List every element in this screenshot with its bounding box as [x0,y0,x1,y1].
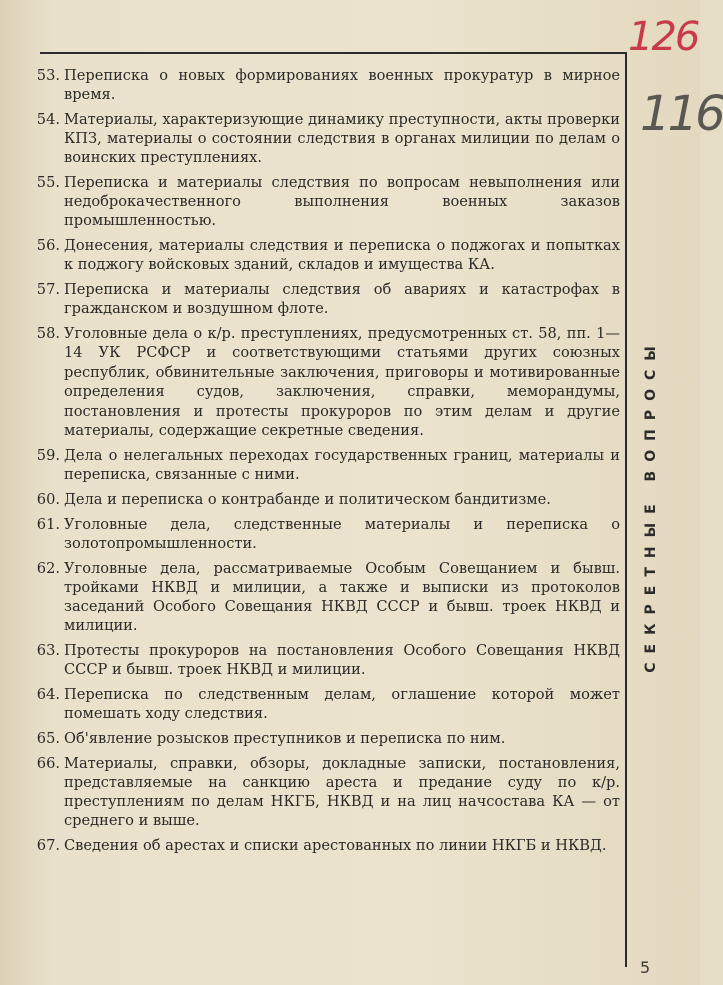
list-item [20,685,620,723]
side-label-container [628,285,674,725]
sheet-mark: 116 [640,86,723,142]
list-item [20,490,620,509]
item-text: Донесения, материалы следствия и переписка о поджогах и попытках к поджогу войсковых зданий, складов и имущества КА. [64,237,620,273]
list-item [20,110,620,167]
list-item [20,559,620,635]
top-rule [40,52,625,54]
list-item [20,515,620,553]
item-number: 56. [36,237,60,254]
side-label: СЕКРЕТНЫЕ ВОПРОСЫ [643,337,660,673]
item-number: 54. [36,111,60,128]
margin-rule [625,52,627,967]
item-number: 55. [36,174,60,191]
item-text: Переписка по следственным делам, оглашение которой может помешать ходу следствия. [64,686,620,723]
item-text: Уголовные дела, рассматриваемые Особым Совещанием и бывш. тройками НКВД и милиции, а также и выписки из протоколов заседаний Особого Совещания НКВД СССР и бывш. троек НКВД и милиции. [64,560,620,635]
item-text: Переписка и материалы следствия по вопросам невыполнения или недоброкачественного выполнения военных заказов промышленностью. [64,174,620,229]
list-item [20,66,620,104]
item-number: 63. [36,642,60,660]
item-text: Сведения об арестах и списки арестованных по линии НКГБ и НКВД. [64,837,607,855]
item-text: Протесты прокуроров на постановления Особого Совещания НКВД СССР и бывш. троек НКВД и милиции. [64,642,620,679]
list-item [20,324,620,440]
item-number: 65. [36,730,60,748]
item-text: Уголовные дела о к/р. преступлениях, предусмотренных ст. 58, пп. 1—14 УК РСФСР и соответствующими статьями других союзных республик, обвинительные заключения, приговоры и мотивированные определения судов, заключения, справки, меморандумы, постановления и протесты прокуроров по этим делам и другие материалы, содержащие секретные сведения. [64,325,620,440]
item-text: Об'явление розысков преступников и переписка по ним. [64,730,506,748]
item-number: 58. [36,325,60,342]
list-item [20,754,620,830]
item-text: Уголовные дела, следственные материалы и переписка о золотопромышленности. [64,516,620,553]
list-item [20,729,620,748]
list-item [20,236,620,274]
item-number: 60. [36,491,60,509]
item-number: 53. [36,67,60,84]
archive-mark: 126 [628,14,699,60]
list-item [20,280,620,318]
item-text: Материалы, справки, обзоры, докладные записки, постановления, представляемые на санкцию ареста и предание суду по к/р. преступлениям по делам НКГБ, НКВД и на лиц начсостава КА — от среднего и выше. [64,755,620,830]
item-number: 67. [36,837,60,855]
list-item [20,836,620,855]
page-number: 5 [640,958,651,977]
item-number: 62. [36,560,60,578]
item-number: 59. [36,447,60,465]
item-text: Материалы, характеризующие динамику преступности, акты проверки КПЗ, материалы о состоянии следствия в органах милиции по делам о воинских преступлениях. [64,111,620,166]
item-number: 61. [36,516,60,534]
item-number: 64. [36,686,60,704]
list-item [20,641,620,679]
list-item [20,446,620,484]
item-text: Переписка и материалы следствия об авариях и катастрофах в гражданском и воздушном флоте. [64,281,620,317]
item-number: 57. [36,281,60,298]
item-text: Переписка о новых формированиях военных прокуратур в мирное время. [64,67,620,103]
item-number: 66. [36,755,60,773]
item-list [20,66,620,861]
item-text: Дела о нелегальных переходах государственных границ, материалы и переписка, связанные с ними. [64,447,620,484]
list-item [20,173,620,230]
item-text: Дела и переписка о контрабанде и политическом бандитизме. [64,491,551,509]
